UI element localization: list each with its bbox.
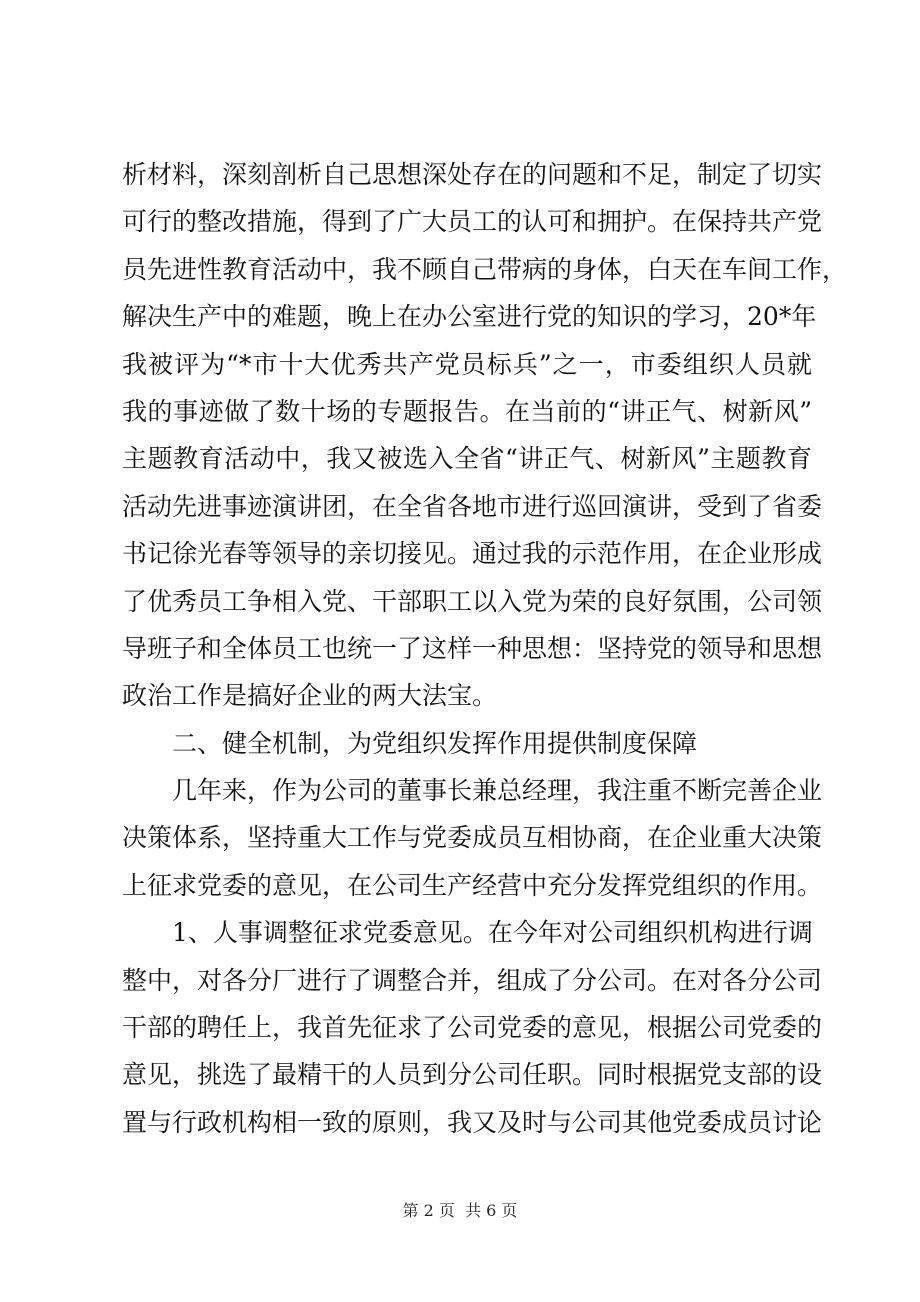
text-line: 主题教育活动中，我又被选入全省“讲正气、树新风”主题教育 [122, 444, 812, 474]
text-line: 可行的整改措施，得到了广大员工的认可和拥护。在保持共产党 [122, 207, 823, 237]
text-line: 上征求党委的意见，在公司生产经营中充分发挥党组织的作用。 [122, 870, 823, 900]
text-line: 导班子和全体员工也统一了这样一种思想：坚持党的领导和思想 [122, 633, 823, 663]
text-line: 整中，对各分厂进行了调整合并，组成了分公司。在对各分公司 [122, 965, 823, 995]
section-heading: 二、健全机制，为党组织发挥作用提供制度保障 [172, 728, 698, 758]
page-footer [0, 1198, 920, 1221]
text-line: 决策体系，坚持重大工作与党委成员互相协商，在企业重大决策 [122, 823, 823, 853]
text-line: 置与行政机构相一致的原则，我又及时与公司其他党委成员讨论 [122, 1107, 823, 1137]
text-line: 1、人事调整征求党委意见。在今年对公司组织机构进行调 [172, 918, 813, 948]
text-line: 政治工作是搞好企业的两大法宝。 [122, 681, 498, 711]
text-line: 我的事迹做了数十场的专题报告。在当前的“讲正气、树新风” [122, 396, 812, 426]
text-line: 活动先进事迹演讲团，在全省各地市进行巡回演讲，受到了省委 [122, 491, 823, 521]
text-line: 书记徐光春等领导的亲切接见。通过我的示范作用，在企业形成 [122, 539, 823, 569]
text-line: 解决生产中的难题，晚上在办公室进行党的知识的学习，20*年 [122, 302, 817, 332]
text-line: 员先进性教育活动中，我不顾自己带病的身体，白天在车间工作， [122, 254, 848, 284]
text-line: 了优秀员工争相入党、干部职工以入党为荣的良好氛围，公司领 [122, 586, 823, 616]
page-number-label: 第 2 页 共 6 页 [402, 1201, 518, 1220]
text-line: 几年来，作为公司的董事长兼总经理，我注重不断完善企业 [172, 776, 823, 806]
text-line: 析材料，深刻剖析自己思想深处存在的问题和不足，制定了切实 [122, 160, 823, 189]
text-line: 我被评为“*市十大优秀共产党员标兵”之一，市委组织人员就 [122, 349, 812, 379]
text-line: 意见，挑选了最精干的人员到分公司任职。同时根据党支部的设 [122, 1060, 823, 1090]
text-line: 干部的聘任上，我首先征求了公司党委的意见，根据公司党委的 [122, 1013, 823, 1043]
body-text [122, 151, 848, 1146]
